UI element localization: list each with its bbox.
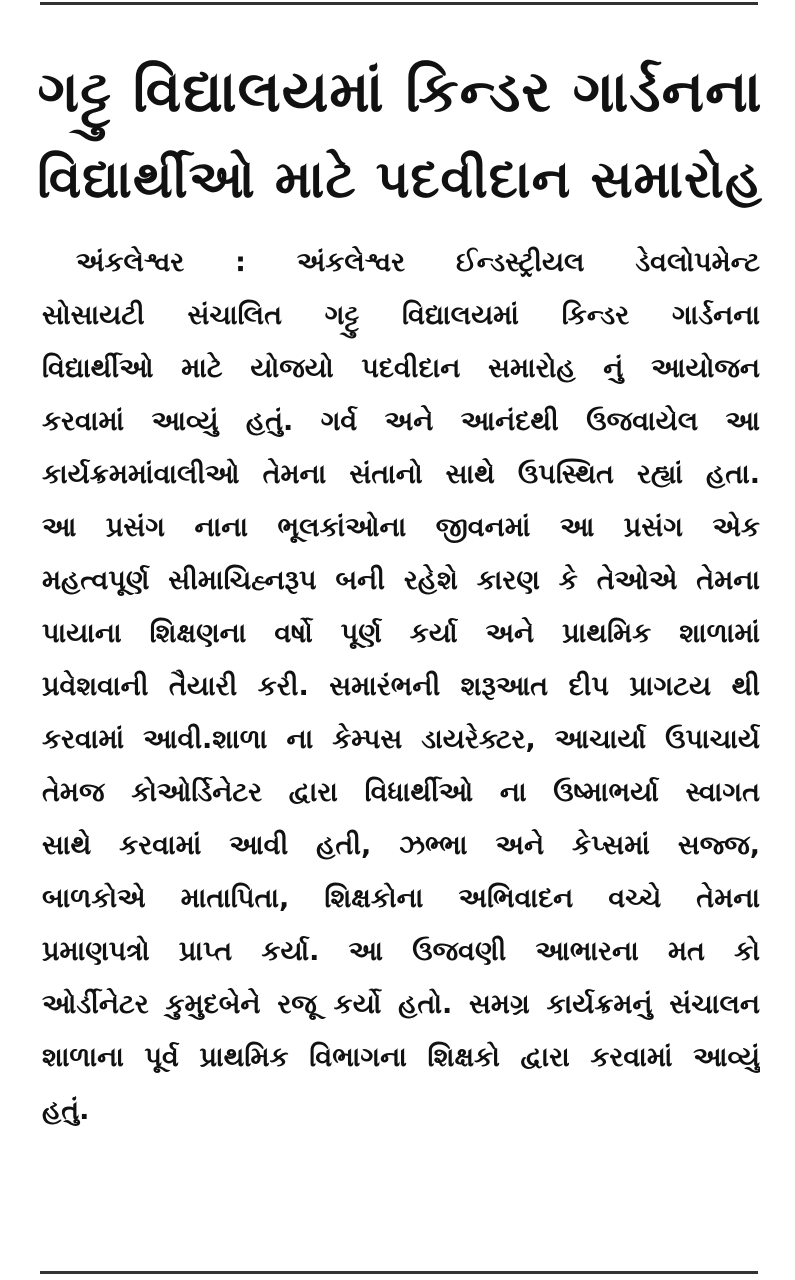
- article-line: ઓર્ડીનેટર કુમુદબેને રજૂ કર્યો હતો. સમગ્ર કાર્યક્રમનું સંચાલન: [42, 989, 760, 1020]
- article-line: સાથે કરવામાં આવી હતી, ઝભ્ભા અને કેપ્સમાં સજ્જ,: [42, 830, 760, 861]
- article-line: કરવામાં આવી.શાળા ના કેમ્પસ ડાયરેક્ટર, આચાર્યા ઉપાચાર્ય: [42, 724, 760, 755]
- article-line: બાળકોએ માતાપિતા, શિક્ષકોના અભિવાદન વચ્ચે તેમના: [42, 883, 760, 914]
- article-line: પ્રવેશવાની તૈયારી કરી. સમારંભની શરૂઆત દીપ પ્રાગટય થી: [42, 671, 760, 702]
- article-line: સોસાયટી સંચાલિત ગટ્ટુ વિદ્યાલયમાં કિન્ડર ગાર્ડનના: [42, 300, 760, 331]
- article-line: પ્રમાણપત્રો પ્રાપ્ત કર્યા. આ ઉજવણી આભારના મત કો: [42, 936, 760, 967]
- headline-line-2: વિદ્યાર્થીઓ માટે પદવીદાન સમારોહ: [37, 150, 763, 210]
- article-line: પાયાના શિક્ષણના વર્ષો પૂર્ણ કર્યા અને પ્રાથમિક શાળામાં: [42, 618, 760, 649]
- article-line: શાળાના પૂર્વ પ્રાથમિક વિભાગના શિક્ષકો દ્વારા કરવામાં આવ્યું: [42, 1042, 760, 1073]
- article-line: કાર્યક્રમમાંવાલીઓ તેમના સંતાનો સાથે ઉપસ્થિત રહ્યાં હતા.: [42, 459, 760, 490]
- headline-line-1: ગટ્ટુ વિદ્યાલયમાં કિન્ડર ગાર્ડનના: [37, 59, 763, 125]
- article-line: અંકલેશ્વર : અંકલેશ્વર ઈન્ડસ્ટ્રીયલ ડેવલોપમેન્ટ: [76, 247, 760, 278]
- article-line: હતું.: [42, 1095, 90, 1126]
- article-line: તેમજ કોઓર્ડિનેટર દ્વારા વિધાર્થીઓ ના ઉષ્માભર્યા સ્વાગત: [42, 777, 760, 808]
- article-body: [42, 236, 760, 1137]
- headline: [36, 48, 764, 224]
- bottom-rule: [40, 1271, 758, 1274]
- article-line: આ પ્રસંગ નાના ભૂલકાંઓના જીવનમાં આ પ્રસંગ એક: [42, 512, 760, 543]
- article-line: કરવામાં આવ્યું હતું. ગર્વ અને આનંદથી ઉજવાયેલ આ: [42, 406, 760, 437]
- article-line: મહત્વપૂર્ણ સીમાચિહ્નરૂપ બની રહેશે કારણ કે તેઓએ તેમના: [42, 565, 760, 596]
- top-rule: [40, 2, 758, 5]
- article-line: વિદ્યાર્થીઓ માટે યોજયો પદવીદાન સમારોહ નું આયોજન: [42, 353, 760, 384]
